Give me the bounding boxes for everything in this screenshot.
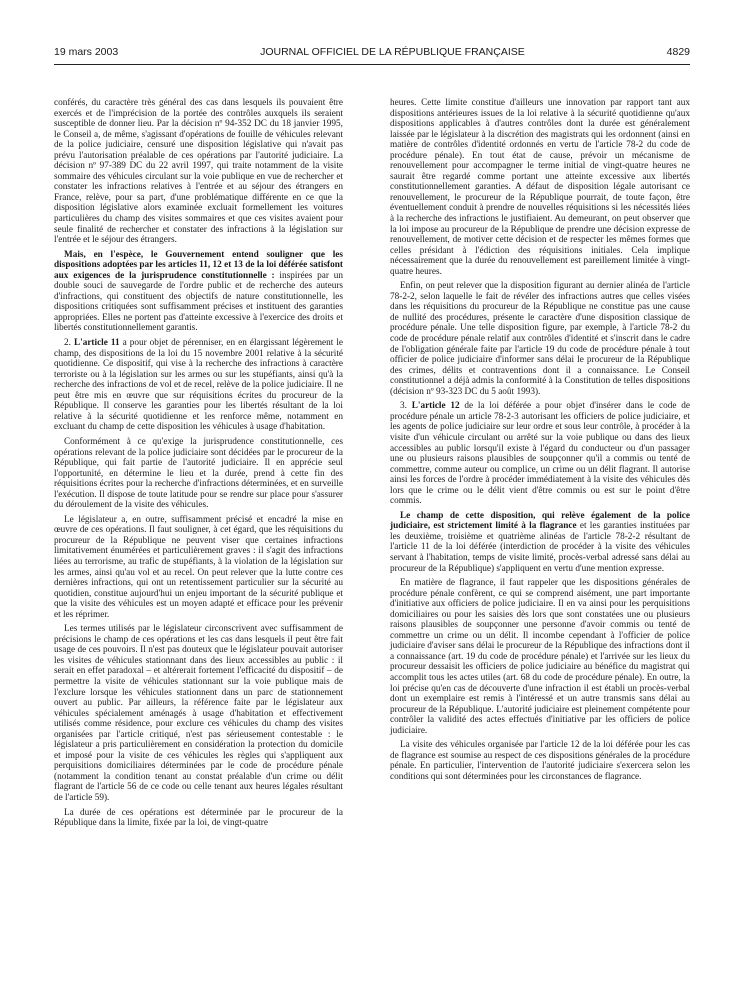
paragraph-text: de la loi déférée a pour objet d'insérer dans le code de procédure pénale un article 78-2-3 autorisant les officiers de police judiciaire, et les agents de police judiciaire sur leur ordre et sous leur contrôle, à procéder à la visite d'un véhicule circulant ou arrêté sur la voie publique ou dans des lieux accessibles au public lorsqu'il existe à l'égard du conducteur ou d'un passager une ou plusieurs raisons plausibles de soupçonner qu'il a commis ou tenté de commettre, comme auteur ou complice, un crime ou un délit flagrant. Il autorise ainsi les forces de l'ordre à procéder immédiatement à la visite des véhicules dès lors que le crime ou le délit vient d'être commis ou est sur le point d'être commis. [390,401,691,507]
paragraph: conférés, du caractère très général des cas dans lesquels ils pouvaient être exercés et de l'imprécision de la portée des contrôles auxquels ils seraient susceptible de donner lieu. Par la décision nº 94-352 DC du 18 janvier 1995, le Conseil a, de même, s'agissant d'opérations de fouille de véhicules relevant de la police judiciaire, censuré une disposition législative qui n'avait pas prévu l'autorisation préalable de ces opérations par l'autorité judiciaire. La décision nº 97-389 DC du 22 avril 1997, qui traite notamment de la visite sommaire des véhicules circulant sur la voie publique en vue de rechercher et constater les infractions relatives à l'entrée et au séjour des étrangers en France, relève, pour sa part, d'une problématique différente en ce que la disposition législative alors examinée excluait formellement les voitures particulières du champ des visites sommaires et que ces visites avaient pour seule finalité de rechercher et constater des infractions à la législation sur l'entrée et le séjour des étrangers. [54,98,343,246]
paragraph: Conformément à ce qu'exige la jurisprudence constitutionnelle, ces opérations relevant de la police judiciaire sont décidées par le procureur de la République, qui fait partie de l'autorité judiciaire. Il en apprécie seul l'opportunité, en détermine le lieu et la durée, prend à cette fin des réquisitions écrites pour la recherche d'infractions déterminées, et en surveille l'exécution. Il dispose de toute latitude pour se rendre sur place pour s'assurer du déroulement de la visite des véhicules. [54,436,343,511]
page-header [54,46,690,62]
left-column [54,98,343,833]
header-date: 19 mars 2003 [54,46,119,58]
paragraph [390,401,690,506]
paragraph: En matière de flagrance, il faut rappeler que les dispositions générales de procédure pénale confèrent, ce qui se comprend aisément, une part importante d'initiative aux officiers de police judiciaire. Il en va ainsi pour les perquisitions domiciliaires ou pour les saisies dès lors que sont constatées une ou plusieurs raisons plausibles de soupçonner une personne d'avoir commis ou tenté de commettre un crime ou un délit. Il incombe cependant à l'officier de police judiciaire d'aviser sans délai le procureur de la République des infractions dont il a connaissance (art. 19 du code de procédure pénale) et l'arrivée sur les lieux du procureur dessaisit les officiers de police judiciaire au bénéfice du magistrat qui accomplit tous les actes utiles (art. 68 du code de procédure pénale). En outre, la loi précise qu'en cas de découverte d'une infraction il est établi un procès-verbal dont un exemplaire est remis à l'intéressé et un autre transmis sans délai au procureur de la République. L'autorité judiciaire est pleinement compétente pour contrôler la validité des actes effectués d'initiative par les officiers de police judiciaire. [390,578,690,736]
journal-title: JOURNAL OFFICIEL DE LA RÉPUBLIQUE FRANÇAISE [260,46,525,58]
paragraph: La visite des véhicules organisée par l'article 12 de la loi déférée pour les cas de flagrance est soumise au respect de ces dispositions générales de la procédure pénale. En particulier, l'intervention de l'autorité judiciaire s'exercera selon les conditions qui sont déterminées pour les circonstances de flagrance. [390,740,690,782]
right-column [390,98,690,786]
paragraph [54,338,343,433]
paragraph-number: 2. [64,338,74,349]
paragraph: Le législateur a, en outre, suffisamment précisé et encadré la mise en œuvre de ces opérations. Il faut souligner, à cet égard, que les réquisitions du procureur de la République ne peuvent viser que certaines infractions limitativement énumérées et particulièrement graves : il s'agit des infractions liées au terrorisme, au trafic de stupéfiants, à la violation de la législation sur les armes, ainsi qu'au vol et au recel. On peut relever que la lutte contre ces dernières infractions, qui ont un retentissement particulier sur la sécurité au quotidien, constitue aujourd'hui un enjeu important de la sécurité publique et que la visite des véhicules est un moyen adapté et efficace pour les prévenir et les réprimer. [54,514,343,620]
paragraph-text: inspirées par un double souci de sauvegarde de l'ordre public et de recherche des auteurs d'infractions, qui constituent des objectifs de nature constitutionnelle, les dispositions critiquées sont suffisamment précises et instituent des garanties appropriées. Elles ne portent pas d'atteinte excessive à l'exercice des droits et libertés constitutionnellement garantis. [54,270,343,334]
article-reference: L'article 11 [73,338,120,349]
bold-statement: Mais, en l'espèce, le Gouvernement entend souligner que les dispositions adoptées par les articles 11, 12 et 13 de la loi déférée satisfont aux exigences de la jurisprudence constitutionnelle : [54,249,343,281]
paragraph: heures. Cette limite constitue d'ailleurs une innovation par rapport tant aux dispositions antérieures issues de la loi relative à la sécurité quotidienne qu'aux dispositions applicables à d'autres contrôles dont la durée est généralement laissée par le législateur à la discrétion des magistrats qui les ordonnent (ainsi en matière de contrôles d'identité ordonnés en vertu de l'article 78-2 du code de procédure pénale). En tout état de cause, prévoir un mécanisme de renouvellement pour accompagner le terme initial de vingt-quatre heures ne saurait être regardé comme portant une atteinte excessive aux libertés constitutionnellement garanties. A défaut de disposition légale autorisant ce renouvellement, le procureur de la République pourrait, de toute façon, être éventuellement conduit à prendre de nouvelles réquisitions si les nécessités liées à la recherche des infractions le justifiaient. Au demeurant, on peut observer que la loi impose au procureur de la République de prendre une décision expresse de renouvellement, de motiver cette décision et de respecter les mêmes formes que celles présidant à l'édiction des réquisitions initiales. Cela implique nécessairement que la durée du renouvellement est pareillement limitée à vingt-quatre heures. [390,98,690,277]
header-rule [54,64,690,65]
paragraph: Enfin, on peut relever que la disposition figurant au dernier alinéa de l'article 78-2-2, selon laquelle le fait de révéler des infractions autres que celles visées dans les réquisitions du procureur de la République ne constitue pas une cause de nullité des procédures, présente le caractère d'une disposition classique de procédure pénale. Une telle disposition figure, par exemple, à l'article 78-2 du code de procédure pénale relatif aux contrôles d'identité et s'inscrit dans le cadre de l'obligation générale faite par l'article 19 du code de procédure pénale à tout officier de police judiciaire d'informer sans délai le procureur de la République des crimes, délits et contraventions dont il a connaissance. Le Conseil constitutionnel a déjà admis la conformité à la Constitution de telles dispositions (décision nº 93-323 DC du 5 août 1993). [390,281,690,397]
paragraph [54,250,343,334]
paragraph: Les termes utilisés par le législateur circonscrivent avec suffisamment de précisions le champ de ces opérations et les cas dans lesquels il peut être fait usage de ces pouvoirs. Il n'est pas douteux que le législateur pouvait autoriser les visites de véhicules stationnant dans des lieux accessibles au public : il serait en effet paradoxal – et altérerait fortement l'efficacité du dispositif – de permettre la visite de véhicules stationnant sur la voie publique mais de l'exclure lorsque les véhicules stationnent dans un parc de stationnement ouvert au public. Par ailleurs, la référence faite par le législateur aux véhicules spécialement aménagés à usage d'habitation et effectivement utilisés comme résidence, pour exclure ces véhicules du champ des visites organisées par l'article critiqué, n'est pas sérieusement contestable : le législateur a pris particulièrement en considération la protection du domicile et imposé pour la visite de ces véhicules les règles qui s'appliquent aux perquisitions domiciliaires déterminées par le code de procédure pénale (notamment la condition tenant au constat préalable d'un crime ou délit flagrant de l'article 56 de ce code ou celle tenant aux heures légales résultant de l'article 59). [54,624,343,803]
paragraph-text: a pour objet de pérenniser, en en élargissant légèrement le champ, des dispositions de la loi du 15 novembre 2001 relative à la sécurité quotidienne. Ce dispositif, qui vise à la recherche des infractions à caractère terroriste ou à la législation sur les armes ou sur les stupéfiants, ainsi qu'à la recherche des infractions de vol et de recel, relève de la police judiciaire. Il ne peut être mis en œuvre que sur réquisitions écrites du procureur de la République. Il conserve les garanties pour les libertés résultant de la loi relative à la sécurité quotidienne et les renforce même, notamment en excluant du champ de cette disposition les véhicules à usage d'habitation. [54,338,344,433]
paragraph [390,511,690,574]
bold-statement: Le champ de cette disposition, qui relève également de la police judiciaire, est strictement limité à la flagrance [390,510,690,532]
paragraph-number: 3. [400,401,412,412]
paragraph-text: et les garanties instituées par les deuxième, troisième et quatrième alinéas de l'article 78-2-2 résultant de l'article 11 de la loi déférée (interdiction de procéder à la visite des véhicules servant à l'habitation, temps de visite limité, procès-verbal adressé sans délai au procureur de la République) s'appliquent en vertu d'une mention expresse. [390,521,690,574]
article-reference: L'article 12 [411,401,460,412]
page-number: 4829 [666,46,690,58]
paragraph: La durée de ces opérations est déterminée par le procureur de la République dans la limite, fixée par la loi, de vingt-quatre [54,807,343,829]
